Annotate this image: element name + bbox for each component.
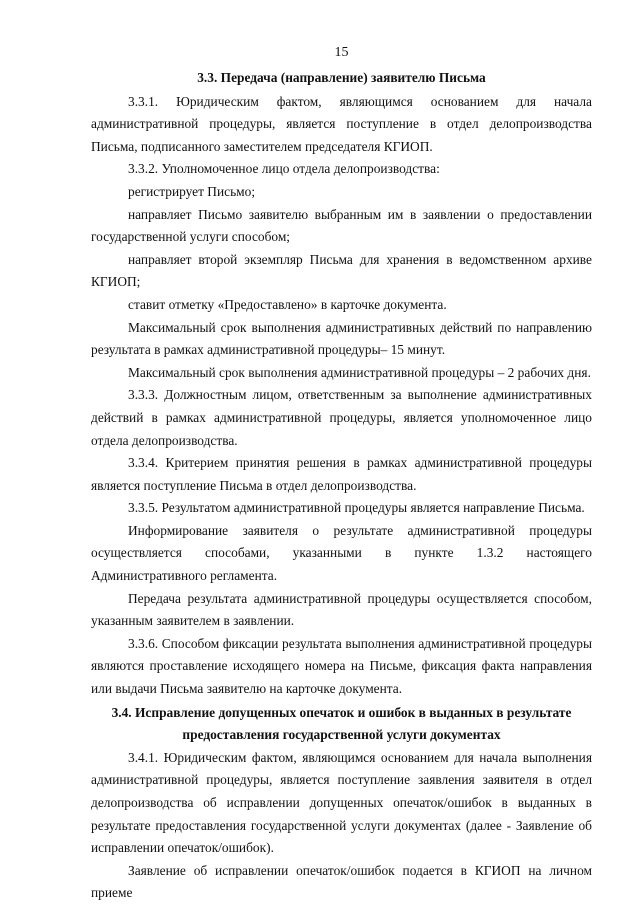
list-item-mark: ставит отметку «Предоставлено» в карточке документа. (128, 296, 447, 312)
list-item-send: направляет Письмо заявителю выбранным им в заявлении о предоставлении государственной услуги способом; (91, 206, 592, 245)
paragraph-max-time-procedure: Максимальный срок выполнения административной процедуры – 2 рабочих дня. (128, 364, 591, 380)
paragraph-3-3-5: 3.3.5. Результатом административной процедуры является направление Письма. (128, 500, 585, 516)
paragraph-3-3-1: 3.3.1. Юридическим фактом, являющимся основанием для начала административной процедуры, является поступление в отдел делопроизводства Письма, подписанного заместителем председателя КГИОП. (91, 93, 592, 154)
section-heading-3-4: 3.4. Исправление допущенных опечаток и ошибок в выданных в результате предоставления государственной услуги документах (111, 704, 572, 743)
paragraph-application-submission: Заявление об исправлении опечаток/ошибок подается в КГИОП на личном приеме (91, 862, 592, 901)
paragraph-max-time-actions: Максимальный срок выполнения административных действий по направлению результата в рамках административной процедуры– 15 минут. (91, 319, 592, 358)
section-heading-3-3: 3.3. Передача (направление) заявителю Письма (197, 70, 486, 85)
paragraph-3-3-2: 3.3.2. Уполномоченное лицо отдела делопроизводства: (128, 161, 440, 177)
document-body (91, 67, 592, 905)
paragraph-transfer: Передача результата административной процедуры осуществляется способом, указанным заявителем в заявлении. (91, 590, 592, 629)
paragraph-3-3-3: 3.3.3. Должностным лицом, ответственным за выполнение административных действий в рамках административной процедуры, является уполномоченное лицо отдела делопроизводства. (91, 387, 592, 448)
list-item-archive: направляет второй экземпляр Письма для хранения в ведомственном архиве КГИОП; (91, 251, 592, 290)
paragraph-informing: Информирование заявителя о результате административной процедуры осуществляется способами, указанными в пункте 1.3.2 настоящего Административного регламента. (91, 522, 592, 584)
paragraph-3-4-1: 3.4.1. Юридическим фактом, являющимся основанием для начала выполнения административной процедуры, является поступление заявления заявителя в отдел делопроизводства об исправлении допущенных опечаток/ошибок в выданных в результате предоставления государственной услуги документах (далее - Заявление об исправлении опечаток/ошибок). (91, 749, 592, 856)
page-number: 15 (334, 45, 349, 60)
list-item-register: регистрирует Письмо; (128, 183, 256, 199)
paragraph-3-3-4: 3.3.4. Критерием принятия решения в рамках административной процедуры является поступление Письма в отдел делопроизводства. (91, 455, 592, 493)
paragraph-3-3-6: 3.3.6. Способом фиксации результата выполнения административной процедуры являются проставление исходящего номера на Письме, фиксация факта направления или выдачи Письма заявителю на карточке документа. (91, 635, 592, 697)
